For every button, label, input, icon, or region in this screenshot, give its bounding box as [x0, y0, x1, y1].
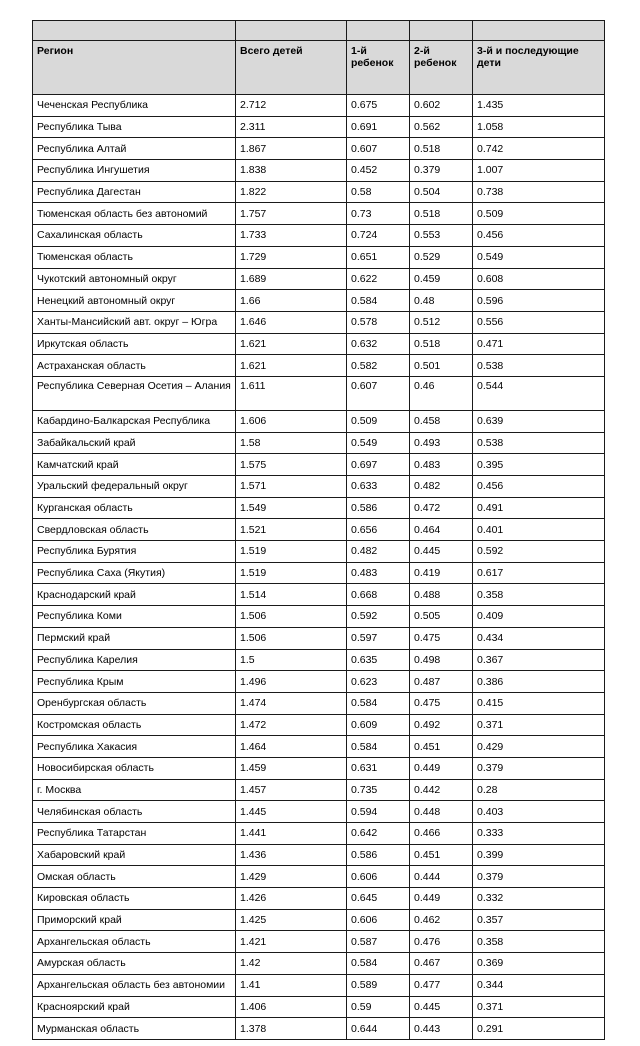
cell-first: 0.584	[347, 692, 410, 714]
cell-third-plus: 0.371	[473, 714, 605, 736]
cell-first: 0.724	[347, 225, 410, 247]
cell-second: 0.476	[410, 931, 473, 953]
cell-second: 0.518	[410, 138, 473, 160]
cell-third-plus: 0.538	[473, 432, 605, 454]
cell-third-plus: 0.379	[473, 866, 605, 888]
cell-first: 0.509	[347, 410, 410, 432]
cell-second: 0.464	[410, 519, 473, 541]
cell-second: 0.445	[410, 541, 473, 563]
cell-first: 0.631	[347, 757, 410, 779]
table-row	[33, 225, 605, 247]
cell-total: 1.464	[236, 736, 347, 758]
cell-region: Камчатский край	[33, 454, 236, 476]
cell-second: 0.379	[410, 160, 473, 182]
table-row	[33, 823, 605, 845]
cell-second: 0.442	[410, 779, 473, 801]
cell-first: 0.584	[347, 736, 410, 758]
cell-third-plus: 0.332	[473, 888, 605, 910]
blank-cell	[347, 21, 410, 41]
cell-second: 0.467	[410, 953, 473, 975]
cell-total: 1.459	[236, 757, 347, 779]
cell-first: 0.606	[347, 866, 410, 888]
table-row	[33, 541, 605, 563]
cell-third-plus: 0.509	[473, 203, 605, 225]
cell-first: 0.622	[347, 268, 410, 290]
cell-region: Республика Карелия	[33, 649, 236, 671]
table-row	[33, 996, 605, 1018]
table-row	[33, 584, 605, 606]
cell-region: Оренбургская область	[33, 692, 236, 714]
table-row	[33, 519, 605, 541]
cell-region: Республика Крым	[33, 671, 236, 693]
cell-region: Кабардино-Балкарская Республика	[33, 410, 236, 432]
blank-cell	[410, 21, 473, 41]
blank-header-row	[33, 21, 605, 41]
cell-total: 2.311	[236, 116, 347, 138]
cell-total: 1.733	[236, 225, 347, 247]
cell-total: 1.519	[236, 562, 347, 584]
table-row	[33, 671, 605, 693]
cell-total: 1.378	[236, 1018, 347, 1040]
cell-region: Свердловская область	[33, 519, 236, 541]
cell-first: 0.633	[347, 476, 410, 498]
table-row	[33, 974, 605, 996]
table-row	[33, 160, 605, 182]
fertility-table	[32, 20, 605, 1040]
cell-total: 1.496	[236, 671, 347, 693]
cell-total: 1.571	[236, 476, 347, 498]
cell-first: 0.609	[347, 714, 410, 736]
cell-second: 0.501	[410, 355, 473, 377]
table-body	[33, 95, 605, 1040]
cell-third-plus: 0.401	[473, 519, 605, 541]
cell-second: 0.562	[410, 116, 473, 138]
table-row	[33, 953, 605, 975]
cell-total: 2.712	[236, 95, 347, 117]
cell-second: 0.462	[410, 909, 473, 931]
table-row	[33, 606, 605, 628]
cell-second: 0.602	[410, 95, 473, 117]
cell-second: 0.504	[410, 181, 473, 203]
cell-region: Республика Коми	[33, 606, 236, 628]
cell-second: 0.451	[410, 844, 473, 866]
cell-first: 0.586	[347, 844, 410, 866]
cell-second: 0.477	[410, 974, 473, 996]
cell-total: 1.457	[236, 779, 347, 801]
cell-first: 0.584	[347, 953, 410, 975]
cell-total: 1.757	[236, 203, 347, 225]
cell-total: 1.822	[236, 181, 347, 203]
cell-second: 0.445	[410, 996, 473, 1018]
cell-region: Республика Дагестан	[33, 181, 236, 203]
cell-total: 1.506	[236, 627, 347, 649]
cell-second: 0.529	[410, 246, 473, 268]
cell-region: Республика Хакасия	[33, 736, 236, 758]
cell-region: Забайкальский край	[33, 432, 236, 454]
table-row	[33, 801, 605, 823]
cell-first: 0.697	[347, 454, 410, 476]
cell-third-plus: 0.344	[473, 974, 605, 996]
cell-third-plus: 0.371	[473, 996, 605, 1018]
cell-third-plus: 1.007	[473, 160, 605, 182]
cell-first: 0.584	[347, 290, 410, 312]
table-row	[33, 909, 605, 931]
table-row	[33, 497, 605, 519]
cell-second: 0.493	[410, 432, 473, 454]
cell-third-plus: 0.367	[473, 649, 605, 671]
cell-second: 0.505	[410, 606, 473, 628]
cell-third-plus: 0.333	[473, 823, 605, 845]
cell-first: 0.582	[347, 355, 410, 377]
cell-total: 1.474	[236, 692, 347, 714]
cell-second: 0.449	[410, 757, 473, 779]
cell-second: 0.518	[410, 333, 473, 355]
cell-third-plus: 0.358	[473, 584, 605, 606]
cell-third-plus: 0.738	[473, 181, 605, 203]
cell-third-plus: 0.556	[473, 311, 605, 333]
cell-first: 0.642	[347, 823, 410, 845]
cell-third-plus: 0.549	[473, 246, 605, 268]
blank-cell	[236, 21, 347, 41]
cell-total: 1.621	[236, 355, 347, 377]
cell-first: 0.735	[347, 779, 410, 801]
cell-second: 0.483	[410, 454, 473, 476]
cell-first: 0.668	[347, 584, 410, 606]
cell-first: 0.651	[347, 246, 410, 268]
cell-third-plus: 0.491	[473, 497, 605, 519]
cell-region: Сахалинская область	[33, 225, 236, 247]
cell-total: 1.838	[236, 160, 347, 182]
table-row	[33, 203, 605, 225]
cell-total: 1.406	[236, 996, 347, 1018]
cell-region: Челябинская область	[33, 801, 236, 823]
cell-third-plus: 0.28	[473, 779, 605, 801]
column-header-row	[33, 41, 605, 95]
cell-total: 1.689	[236, 268, 347, 290]
cell-second: 0.472	[410, 497, 473, 519]
table-row	[33, 333, 605, 355]
cell-region: Республика Ингушетия	[33, 160, 236, 182]
cell-region: Краснодарский край	[33, 584, 236, 606]
cell-third-plus: 0.399	[473, 844, 605, 866]
cell-third-plus: 0.742	[473, 138, 605, 160]
cell-region: Новосибирская область	[33, 757, 236, 779]
cell-third-plus: 0.291	[473, 1018, 605, 1040]
cell-region: Чеченская Республика	[33, 95, 236, 117]
cell-second: 0.419	[410, 562, 473, 584]
table-row	[33, 736, 605, 758]
cell-total: 1.867	[236, 138, 347, 160]
cell-first: 0.607	[347, 138, 410, 160]
document-page	[32, 20, 605, 1040]
cell-region: Уральский федеральный округ	[33, 476, 236, 498]
table-row	[33, 181, 605, 203]
table-row	[33, 888, 605, 910]
cell-region: Мурманская область	[33, 1018, 236, 1040]
cell-second: 0.46	[410, 376, 473, 410]
blank-cell	[473, 21, 605, 41]
cell-first: 0.645	[347, 888, 410, 910]
cell-region: Республика Северная Осетия – Алания	[33, 376, 236, 410]
cell-first: 0.587	[347, 931, 410, 953]
cell-third-plus: 0.434	[473, 627, 605, 649]
cell-first: 0.452	[347, 160, 410, 182]
cell-total: 1.66	[236, 290, 347, 312]
cell-first: 0.607	[347, 376, 410, 410]
cell-first: 0.656	[347, 519, 410, 541]
cell-first: 0.592	[347, 606, 410, 628]
cell-total: 1.421	[236, 931, 347, 953]
cell-first: 0.691	[347, 116, 410, 138]
cell-third-plus: 0.471	[473, 333, 605, 355]
table-row	[33, 410, 605, 432]
cell-total: 1.521	[236, 519, 347, 541]
cell-total: 1.621	[236, 333, 347, 355]
table-row	[33, 714, 605, 736]
cell-second: 0.443	[410, 1018, 473, 1040]
cell-third-plus: 0.358	[473, 931, 605, 953]
table-row	[33, 692, 605, 714]
cell-third-plus: 0.608	[473, 268, 605, 290]
cell-second: 0.458	[410, 410, 473, 432]
cell-third-plus: 0.415	[473, 692, 605, 714]
cell-region: Омская область	[33, 866, 236, 888]
cell-total: 1.575	[236, 454, 347, 476]
cell-total: 1.506	[236, 606, 347, 628]
cell-region: Ненецкий автономный округ	[33, 290, 236, 312]
table-row	[33, 246, 605, 268]
cell-first: 0.594	[347, 801, 410, 823]
cell-region: Тюменская область без автономий	[33, 203, 236, 225]
cell-total: 1.425	[236, 909, 347, 931]
cell-second: 0.482	[410, 476, 473, 498]
cell-region: Республика Алтай	[33, 138, 236, 160]
cell-second: 0.512	[410, 311, 473, 333]
cell-region: Курганская область	[33, 497, 236, 519]
cell-region: Амурская область	[33, 953, 236, 975]
cell-region: Архангельская область без автономии	[33, 974, 236, 996]
cell-total: 1.445	[236, 801, 347, 823]
table-row	[33, 1018, 605, 1040]
cell-total: 1.611	[236, 376, 347, 410]
cell-third-plus: 0.456	[473, 476, 605, 498]
cell-region: Республика Саха (Якутия)	[33, 562, 236, 584]
cell-first: 0.597	[347, 627, 410, 649]
header-total-children: Всего детей	[236, 41, 347, 95]
cell-total: 1.441	[236, 823, 347, 845]
cell-third-plus: 0.386	[473, 671, 605, 693]
cell-second: 0.487	[410, 671, 473, 693]
cell-third-plus: 0.592	[473, 541, 605, 563]
cell-first: 0.586	[347, 497, 410, 519]
header-region: Регион	[33, 41, 236, 95]
cell-total: 1.436	[236, 844, 347, 866]
cell-total: 1.5	[236, 649, 347, 671]
cell-second: 0.475	[410, 692, 473, 714]
cell-region: Хабаровский край	[33, 844, 236, 866]
table-row	[33, 355, 605, 377]
cell-third-plus: 0.403	[473, 801, 605, 823]
cell-third-plus: 0.617	[473, 562, 605, 584]
cell-total: 1.472	[236, 714, 347, 736]
cell-total: 1.646	[236, 311, 347, 333]
cell-region: Чукотский автономный округ	[33, 268, 236, 290]
cell-total: 1.519	[236, 541, 347, 563]
cell-total: 1.606	[236, 410, 347, 432]
cell-third-plus: 0.395	[473, 454, 605, 476]
cell-third-plus: 0.429	[473, 736, 605, 758]
table-row	[33, 627, 605, 649]
cell-second: 0.492	[410, 714, 473, 736]
table-row	[33, 138, 605, 160]
cell-first: 0.578	[347, 311, 410, 333]
table-row	[33, 866, 605, 888]
cell-third-plus: 0.409	[473, 606, 605, 628]
cell-second: 0.475	[410, 627, 473, 649]
cell-third-plus: 0.639	[473, 410, 605, 432]
cell-total: 1.41	[236, 974, 347, 996]
cell-first: 0.644	[347, 1018, 410, 1040]
cell-third-plus: 0.379	[473, 757, 605, 779]
cell-first: 0.606	[347, 909, 410, 931]
cell-first: 0.483	[347, 562, 410, 584]
cell-first: 0.635	[347, 649, 410, 671]
cell-first: 0.59	[347, 996, 410, 1018]
cell-third-plus: 0.596	[473, 290, 605, 312]
cell-second: 0.553	[410, 225, 473, 247]
table-row	[33, 454, 605, 476]
cell-second: 0.448	[410, 801, 473, 823]
cell-region: Астраханская область	[33, 355, 236, 377]
cell-second: 0.498	[410, 649, 473, 671]
table-row	[33, 116, 605, 138]
cell-first: 0.482	[347, 541, 410, 563]
table-row	[33, 432, 605, 454]
table-row	[33, 311, 605, 333]
cell-first: 0.589	[347, 974, 410, 996]
header-third-plus-children: 3-й и последующие дети	[473, 41, 605, 95]
cell-total: 1.426	[236, 888, 347, 910]
cell-first: 0.623	[347, 671, 410, 693]
cell-first: 0.58	[347, 181, 410, 203]
table-row	[33, 562, 605, 584]
table-row	[33, 779, 605, 801]
cell-second: 0.451	[410, 736, 473, 758]
cell-total: 1.729	[236, 246, 347, 268]
cell-second: 0.459	[410, 268, 473, 290]
cell-region: Республика Татарстан	[33, 823, 236, 845]
cell-region: Иркутская область	[33, 333, 236, 355]
cell-second: 0.48	[410, 290, 473, 312]
table-row	[33, 844, 605, 866]
cell-region: Пермский край	[33, 627, 236, 649]
cell-first: 0.632	[347, 333, 410, 355]
header-second-child: 2-й ребенок	[410, 41, 473, 95]
cell-third-plus: 0.369	[473, 953, 605, 975]
cell-region: г. Москва	[33, 779, 236, 801]
table-row	[33, 476, 605, 498]
cell-third-plus: 0.538	[473, 355, 605, 377]
cell-third-plus: 0.357	[473, 909, 605, 931]
cell-total: 1.549	[236, 497, 347, 519]
cell-second: 0.518	[410, 203, 473, 225]
header-first-child: 1-й ребенок	[347, 41, 410, 95]
cell-first: 0.73	[347, 203, 410, 225]
table-row	[33, 268, 605, 290]
cell-region: Республика Бурятия	[33, 541, 236, 563]
cell-first: 0.549	[347, 432, 410, 454]
cell-second: 0.449	[410, 888, 473, 910]
cell-third-plus: 1.435	[473, 95, 605, 117]
cell-region: Республика Тыва	[33, 116, 236, 138]
table-row	[33, 376, 605, 410]
cell-total: 1.42	[236, 953, 347, 975]
cell-third-plus: 0.544	[473, 376, 605, 410]
cell-region: Архангельская область	[33, 931, 236, 953]
cell-total: 1.429	[236, 866, 347, 888]
table-row	[33, 290, 605, 312]
table-row	[33, 649, 605, 671]
table-row	[33, 757, 605, 779]
cell-region: Тюменская область	[33, 246, 236, 268]
cell-second: 0.466	[410, 823, 473, 845]
cell-region: Приморский край	[33, 909, 236, 931]
cell-total: 1.58	[236, 432, 347, 454]
cell-second: 0.488	[410, 584, 473, 606]
cell-region: Кировская область	[33, 888, 236, 910]
cell-third-plus: 1.058	[473, 116, 605, 138]
table-row	[33, 95, 605, 117]
blank-cell	[33, 21, 236, 41]
cell-third-plus: 0.456	[473, 225, 605, 247]
cell-first: 0.675	[347, 95, 410, 117]
table-row	[33, 931, 605, 953]
cell-region: Красноярский край	[33, 996, 236, 1018]
cell-region: Ханты-Мансийский авт. округ – Югра	[33, 311, 236, 333]
cell-total: 1.514	[236, 584, 347, 606]
cell-region: Костромская область	[33, 714, 236, 736]
cell-second: 0.444	[410, 866, 473, 888]
